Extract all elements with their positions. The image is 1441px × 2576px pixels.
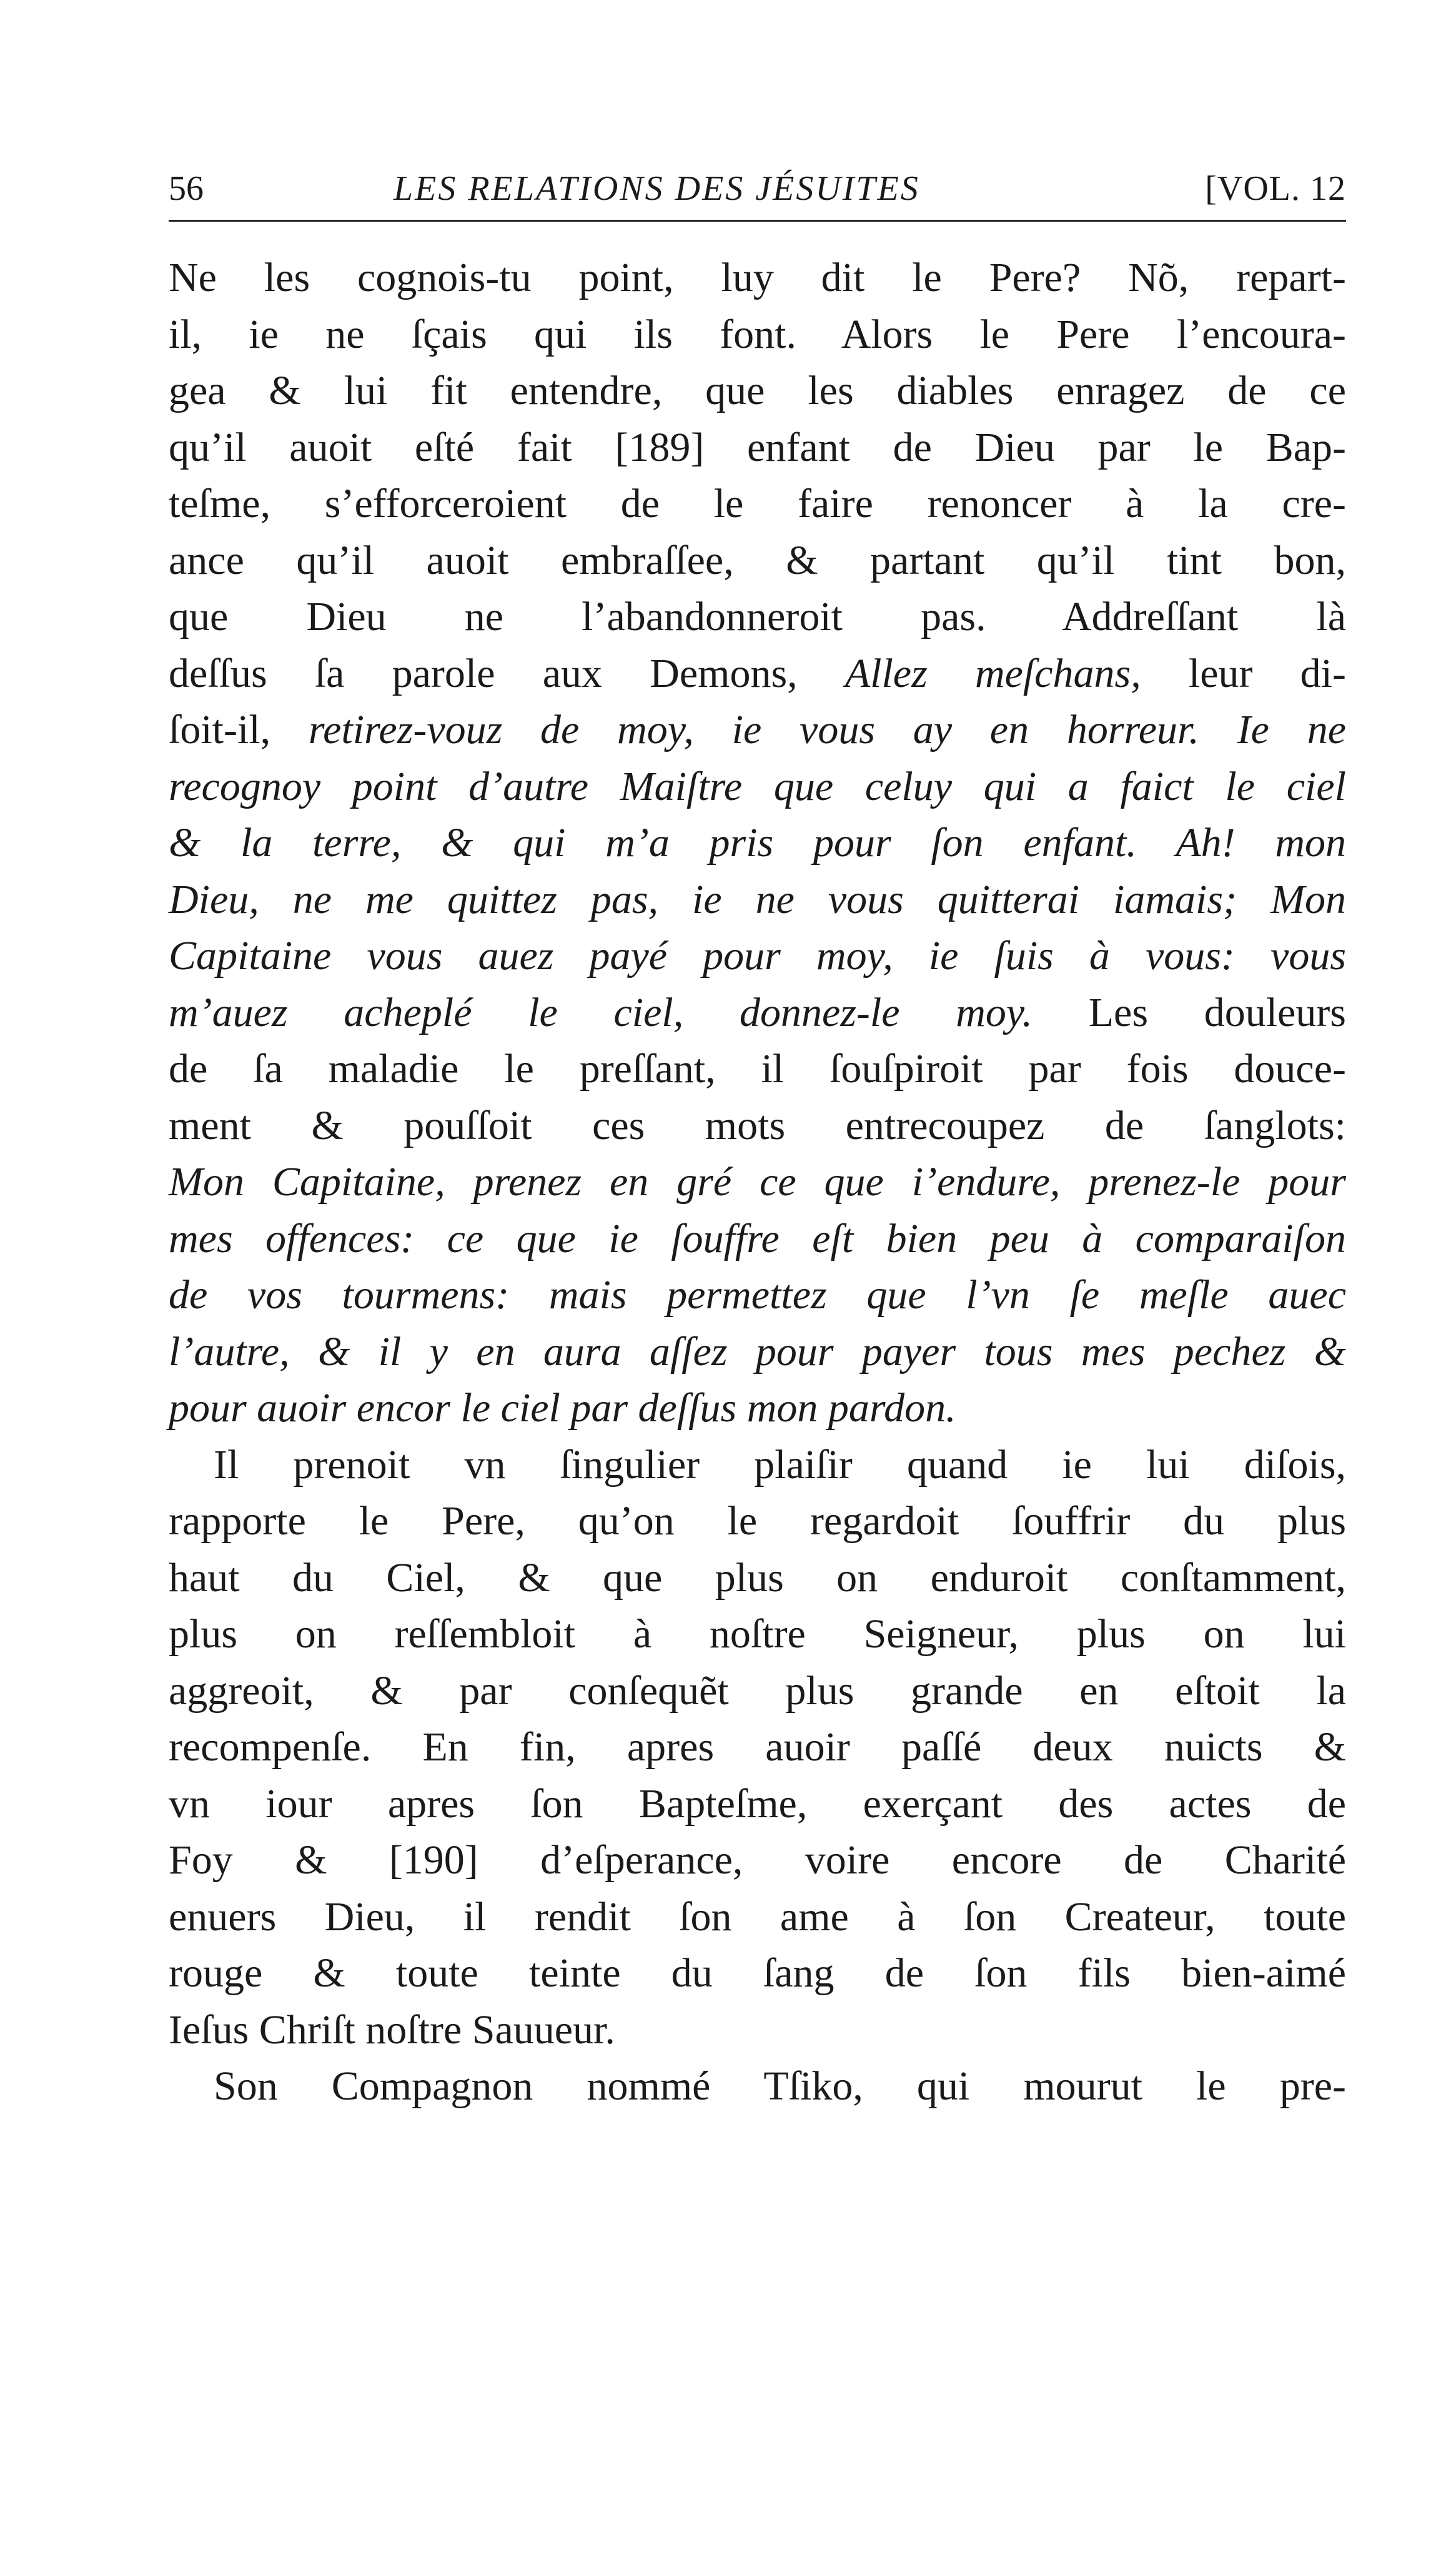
text-line: [169, 1719, 1346, 1776]
text-line: [169, 1832, 1346, 1889]
line-text: ſoit-il,: [169, 707, 309, 753]
text-line: [169, 1211, 1346, 1268]
text-line: [169, 1776, 1346, 1833]
text-line: [169, 1606, 1346, 1663]
text-line: [169, 1493, 1346, 1550]
line-text: que Dieu ne l’abandonneroit pas. Addreſſant là: [169, 594, 1346, 639]
line-text: vn iour apres ſon Bapteſme, exerçant des actes de: [169, 1780, 1346, 1827]
italic-text: Dieu, ne me quittez pas, ie ne vous quitterai iamais; Mon: [169, 876, 1346, 922]
italic-text: Allez meſchans,: [844, 650, 1141, 696]
text-line: [169, 533, 1346, 590]
text-line: [169, 1324, 1346, 1381]
italic-text: m’auez acheplé le ciel, donnez-le moy.: [169, 989, 1033, 1035]
line-text: Il prenoit vn ſingulier plaiſir quand ie lui diſois,: [214, 1441, 1346, 1488]
text-line: [169, 1889, 1346, 1946]
line-text: Les douleurs: [1032, 989, 1346, 1035]
line-text: leur di-: [1141, 650, 1346, 696]
text-line: [169, 1437, 1346, 1494]
text-line: [169, 307, 1346, 363]
line-text: il, ie ne ſçais qui ils font. Alors le Pere l’encoura-: [169, 311, 1346, 357]
italic-text: de vos tourmens: mais permettez que l’vn ſe meſle auec: [169, 1272, 1346, 1318]
text-line: [169, 476, 1346, 533]
line-text: de ſa maladie le preſſant, il ſouſpiroit par fois douce-: [169, 1046, 1346, 1092]
italic-text: Capitaine vous auez payé pour moy, ie ſuis à vous: vous: [169, 933, 1346, 979]
line-text: Son Compagnon nommé Tſiko, qui mourut le pre-: [214, 2063, 1346, 2109]
text-line: [169, 1380, 1346, 1437]
volume-label: [VOL. 12: [1205, 169, 1346, 208]
line-text: rouge & toute teinte du ſang de ſon fils bien-aimé: [169, 1950, 1346, 1996]
line-text: enuers Dieu, il rendit ſon ame à ſon Createur, toute: [169, 1893, 1346, 1940]
line-text: Ieſus Chriſt noſtre Sauueur.: [169, 2006, 615, 2053]
italic-text: pour auoir encor le ciel par deſſus mon pardon.: [169, 1385, 956, 1431]
italic-text: retirez-vouz de moy, ie vous ay en horreur. Ie ne: [308, 707, 1346, 753]
line-text: Ne les cognois-tu point, luy dit le Pere? Nõ, repart-: [169, 255, 1346, 300]
line-text: gea & lui fit entendre, que les diables enragez de ce: [169, 368, 1346, 413]
text-line: [169, 250, 1346, 307]
text-line: [169, 872, 1346, 929]
text-line: [169, 2002, 1346, 2059]
text-line: [169, 1945, 1346, 2002]
running-title: LES RELATIONS DES JÉSUITES: [394, 169, 920, 208]
italic-text: l’autre, & il y en aura aſſez pour payer tous mes pechez &: [169, 1328, 1346, 1374]
text-line: [169, 702, 1346, 759]
body-text: [169, 250, 1346, 2115]
text-line: [169, 420, 1346, 476]
italic-text: Mon Capitaine, prenez en gré ce que i’endure, prenez-le pour: [169, 1159, 1346, 1205]
text-line: [169, 1154, 1346, 1211]
text-line: [169, 759, 1346, 816]
line-text: qu’il auoit eſté fait [189] enfant de Dieu par le Bap-: [169, 424, 1346, 470]
italic-text: recognoy point d’autre Maiſtre que celuy qui a faict le ciel: [169, 763, 1346, 809]
text-line: [169, 1098, 1346, 1155]
text-line: [169, 2058, 1346, 2115]
running-head: [169, 164, 1346, 214]
italic-text: & la terre, & qui m’a pris pour ſon enfant. Ah! mon: [169, 820, 1346, 866]
text-line: [169, 589, 1346, 646]
line-text: ment & pouſſoit ces mots entrecoupez de ſanglots:: [169, 1102, 1346, 1148]
line-text: plus on reſſembloit à noſtre Seigneur, plus on lui: [169, 1611, 1346, 1657]
line-text: deſſus ſa parole aux Demons,: [169, 650, 845, 696]
line-text: aggreoit, & par conſequẽt plus grande en eſtoit la: [169, 1667, 1346, 1714]
text-line: [169, 363, 1346, 420]
line-text: haut du Ciel, & que plus on enduroit conſtamment,: [169, 1554, 1346, 1601]
header-rule: [169, 220, 1346, 222]
line-text: recompenſe. En fin, apres auoir paſſé deux nuicts &: [169, 1724, 1346, 1770]
text-line: [169, 1267, 1346, 1324]
line-text: ance qu’il auoit embraſſee, & partant qu’il tint bon,: [169, 537, 1346, 583]
line-text: teſme, s’efforceroient de le faire renoncer à la cre-: [169, 481, 1346, 526]
text-line: [169, 1041, 1346, 1098]
text-line: [169, 1663, 1346, 1720]
text-line: [169, 1550, 1346, 1607]
text-line: [169, 815, 1346, 872]
line-text: rapporte le Pere, qu’on le regardoit ſouffrir du plus: [169, 1498, 1346, 1544]
text-line: [169, 646, 1346, 703]
line-text: Foy & [190] d’eſperance, voire encore de Charité: [169, 1837, 1346, 1883]
text-line: [169, 928, 1346, 985]
italic-text: mes offences: ce que ie ſouffre eſt bien peu à comparaiſon: [169, 1215, 1346, 1261]
text-line: [169, 985, 1346, 1042]
page-number: 56: [169, 169, 204, 208]
